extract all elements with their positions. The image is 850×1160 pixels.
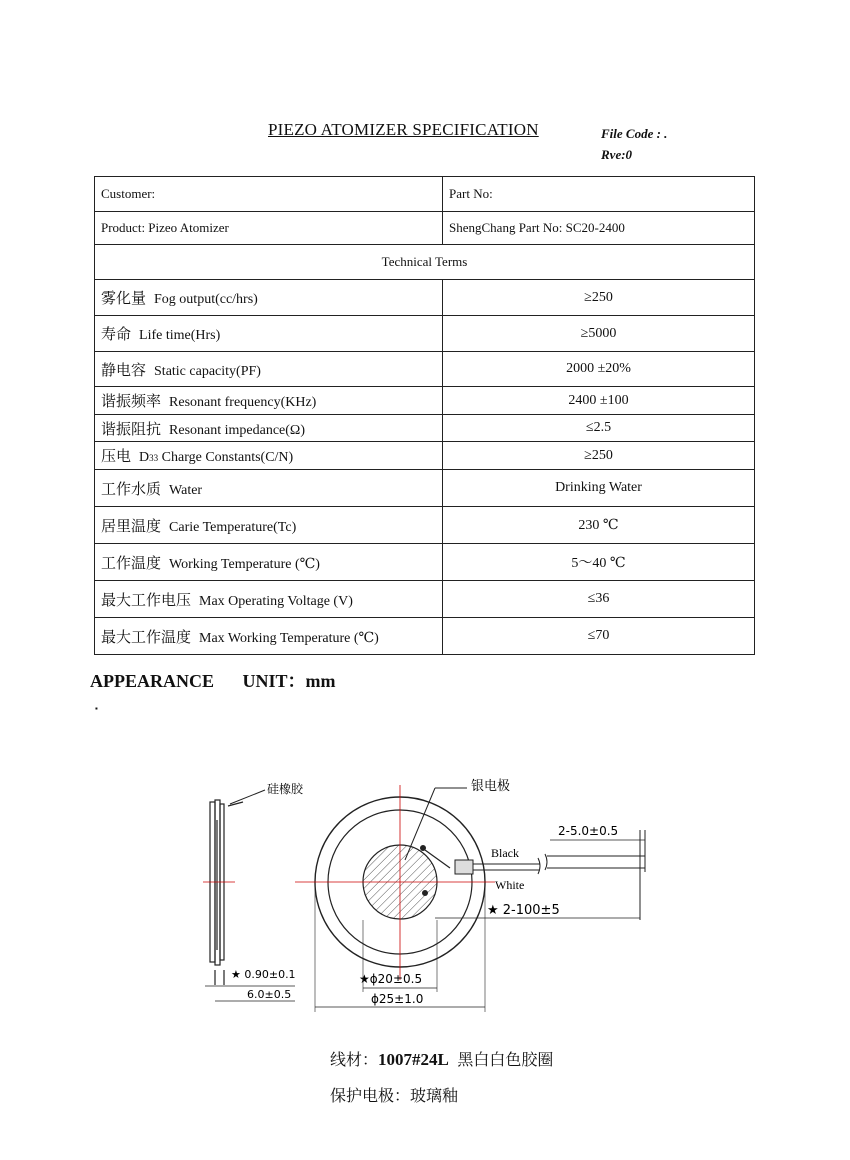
wire-length-dim: ★ 2-100±5 [487,903,560,918]
term-cn: 工作水质 [101,479,162,498]
table-row [95,245,755,280]
term-cn: 谐振阻抗 [101,419,162,438]
side-view [203,800,243,985]
front-view [295,785,495,980]
file-code-block [601,123,667,165]
term-cn: 静电容 [101,360,147,379]
term-en: Fog output(cc/hrs) [154,292,258,307]
term-label [95,618,443,655]
term-en: Max Operating Voltage (V) [199,593,353,609]
term-cn: 最大工作电压 [101,590,192,609]
term-value: ≤70 [443,618,755,655]
silver-electrode-label: 银电极 [471,779,511,794]
term-en: Working Temperature (℃) [169,556,320,572]
shengchang-part-no-cell: ShengChang Part No: SC20-2400 [443,212,755,245]
term-en: Static capacity(PF) [154,363,261,379]
table-row [95,581,755,618]
customer-cell: Customer: [95,177,443,212]
term-value: ≥5000 [443,316,755,352]
part-no-cell: Part No: [443,177,755,212]
spec-table [94,176,755,655]
term-cn: 居里温度 [101,516,162,535]
table-row [95,618,755,655]
term-en: Max Working Temperature (℃) [199,630,379,646]
table-row [95,507,755,544]
term-label [95,442,443,470]
wire-spacing-dim: 2-5.0±0.5 [558,824,619,838]
term-en: Water [169,482,203,498]
table-row [95,280,755,316]
term-en: Charge Constants(C/N) [161,450,294,465]
term-en: Carie Temperature(Tc) [169,519,297,535]
table-row [95,387,755,415]
product-cell: Product: Pizeo Atomizer [95,212,443,245]
term-en: Resonant frequency(KHz) [169,395,317,410]
term-label [95,280,443,316]
term-value: ≥250 [443,280,755,316]
term-label [95,415,443,442]
term-value: ≤36 [443,581,755,618]
term-en: Life time(Hrs) [139,328,221,343]
term-cn: 压电 [101,447,132,465]
appearance-heading [90,667,336,693]
table-row [95,470,755,507]
wire-code: 1007#24L [378,1050,449,1069]
table-row [95,212,755,245]
thickness-dim: ★ 0.90±0.1 [231,968,296,981]
wire-desc: 黑白白色胶圈 [457,1050,554,1069]
term-value: ≥250 [443,442,755,470]
term-label [95,316,443,352]
silicone-label: 硅橡胶 [267,782,304,796]
wire-note [330,1047,553,1070]
outer-diameter-dim: ϕ25±1.0 [371,992,424,1006]
term-en-prefix: D [139,450,150,465]
black-wire-label: Black [491,846,519,860]
revision: Rve:0 [601,147,633,162]
term-cn: 雾化量 [101,289,147,307]
term-value: 2400 ±100 [443,387,755,415]
table-row [95,442,755,470]
unit-label: UNIT：mm [242,671,336,691]
protect-note: 保护电极：玻璃釉 [330,1086,459,1105]
term-en: Resonant impedance(Ω) [169,422,305,438]
document-title: PIEZO ATOMIZER SPECIFICATION [268,120,539,139]
term-value: 2000 ±20% [443,352,755,387]
term-value: 5～40 ℃ [443,544,755,581]
term-value: ≤2.5 [443,415,755,442]
term-label [95,581,443,618]
wire-prefix: 线材： [330,1050,379,1069]
term-cn: 最大工作温度 [101,627,192,646]
term-label [95,470,443,507]
term-en-subscript: 33 [149,453,159,463]
table-row [95,316,755,352]
table-row [95,415,755,442]
technical-terms-header: Technical Terms [95,245,755,280]
table-row [95,177,755,212]
term-value: 230 ℃ [443,507,755,544]
table-row [95,352,755,387]
term-value: Drinking Water [443,470,755,507]
term-label [95,507,443,544]
appearance-label: APPEARANCE [90,671,214,691]
bullet-mark: ▪ [95,704,98,713]
term-cn: 谐振频率 [101,392,162,410]
file-code: File Code : . [601,126,668,141]
side-width-dim: 6.0±0.5 [247,988,292,1001]
inner-diameter-dim: ★ϕ20±0.5 [359,972,423,986]
term-cn: 寿命 [101,325,132,343]
table-row [95,544,755,581]
atomizer-drawing [195,760,675,1020]
term-label [95,387,443,415]
white-wire-label: White [495,878,525,892]
silicone-leader [230,790,265,804]
term-label [95,352,443,387]
term-label [95,544,443,581]
term-cn: 工作温度 [101,553,162,572]
